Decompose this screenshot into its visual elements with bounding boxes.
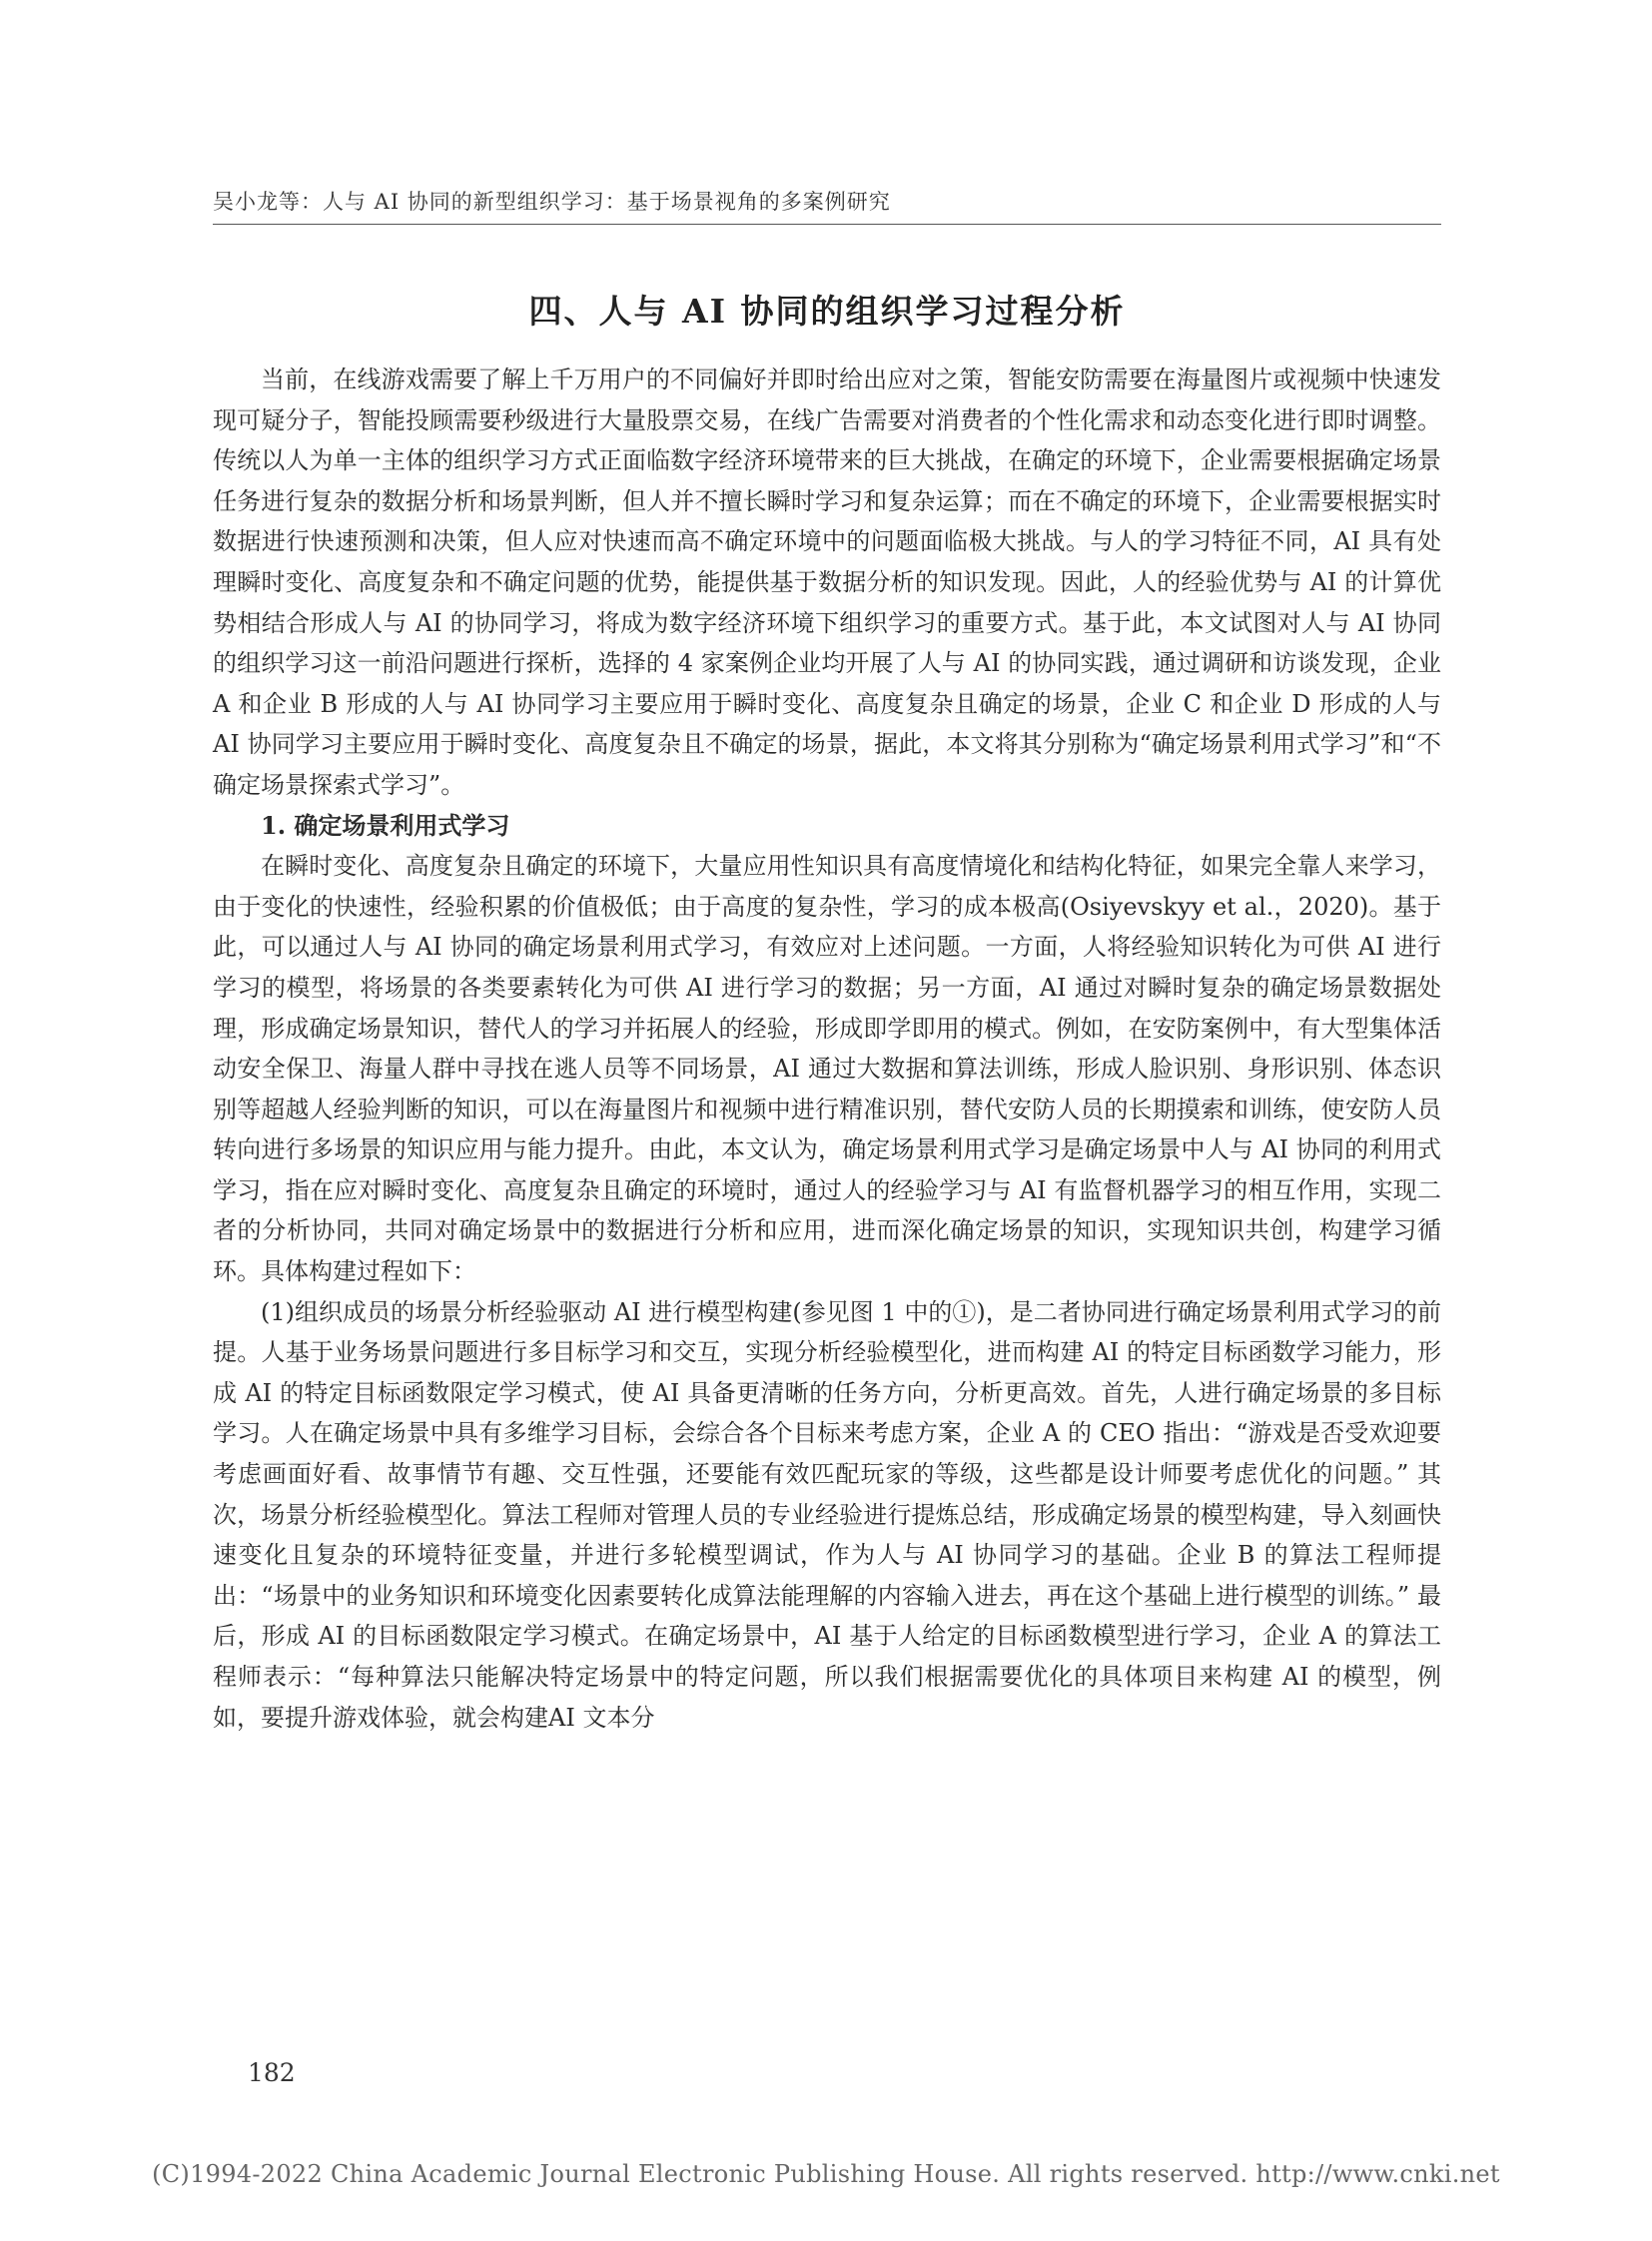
running-header: 吴小龙等：人与 AI 协同的新型组织学习：基于场景视角的多案例研究: [213, 190, 891, 214]
section-title: 四、人与 AI 协同的组织学习过程分析: [528, 292, 1126, 331]
page-number: 182: [248, 2058, 296, 2087]
copyright-footer: (C)1994-2022 China Academic Journal Electronic Publishing House. All rights reserved. http://www.cnki.net: [152, 2160, 1500, 2188]
paragraph-process-step-1: (1)组织成员的场景分析经验驱动 AI 进行模型构建(参见图 1 中的①)，是二者协同进行确定场景利用式学习的前提。人基于业务场景问题进行多目标学习和交互，实现分析经验模型化，进而构建 AI 的特定目标函数学习能力，形成 AI 的特定目标函数限定学习模式，使 AI 具备更清晰的任务方向，分析更高效。首先，人进行确定场景的多目标学习。人在确定场景中具有多维学习目标，会综合各个目标来考虑方案，企业 A 的 CEO 指出：“游戏是否受欢迎要考虑画面好看、故事情节有趣、交互性强，还要能有效匹配玩家的等级，这些都是设计师要考虑优化的问题。” 其次，场景分析经验模型化。算法工程师对管理人员的专业经验进行提炼总结，形成确定场景的模型构建，导入刻画快速变化且复杂的环境特征变量，并进行多轮模型调试，作为人与 AI 协同学习的基础。企业 B 的算法工程师提出：“场景中的业务知识和环境变化因素要转化成算法能理解的内容输入进去，再在这个基础上进行模型的训练。” 最后，形成 AI 的目标函数限定学习模式。在确定场景中，AI 基于人给定的目标函数模型进行学习，企业 A 的算法工程师表示：“每种算法只能解决特定场景中的特定问题，所以我们根据需要优化的具体项目来构建 AI 的模型，例如，要提升游戏体验，就会构建AI 文本分: [213, 1297, 1441, 1732]
header-rule: [213, 224, 1441, 225]
paragraph-intro: 当前，在线游戏需要了解上千万用户的不同偏好并即时给出应对之策，智能安防需要在海量图片或视频中快速发现可疑分子，智能投顾需要秒级进行大量股票交易，在线广告需要对消费者的个性化需求和动态变化进行即时调整。传统以人为单一主体的组织学习方式正面临数字经济环境带来的巨大挑战，在确定的环境下，企业需要根据确定场景任务进行复杂的数据分析和场景判断，但人并不擅长瞬时学习和复杂运算；而在不确定的环境下，企业需要根据实时数据进行快速预测和决策，但人应对快速而高不确定环境中的问题面临极大挑战。与人的学习特征不同，AI 具有处理瞬时变化、高度复杂和不确定问题的优势，能提供基于数据分析的知识发现。因此，人的经验优势与 AI 的计算优势相结合形成人与 AI 的协同学习，将成为数字经济环境下组织学习的重要方式。基于此，本文试图对人与 AI 协同的组织学习这一前沿问题进行探析，选择的 4 家案例企业均开展了人与 AI 的协同实践，通过调研和访谈发现，企业 A 和企业 B 形成的人与 AI 协同学习主要应用于瞬时变化、高度复杂且确定的场景，企业 C 和企业 D 形成的人与 AI 协同学习主要应用于瞬时变化、高度复杂且不确定的场景，据此，本文将其分别称为“确定场景利用式学习”和“不确定场景探索式学习”。: [213, 366, 1441, 799]
subsection-heading: 1. 确定场景利用式学习: [261, 810, 510, 840]
body-text: [213, 360, 1441, 1738]
paragraph-definition: 在瞬时变化、高度复杂且确定的环境下，大量应用性知识具有高度情境化和结构化特征，如果完全靠人来学习，由于变化的快速性，经验积累的价值极低；由于高度的复杂性，学习的成本极高(Osiyevskyy et al.，2020)。基于此，可以通过人与 AI 协同的确定场景利用式学习，有效应对上述问题。一方面，人将经验知识转化为可供 AI 进行学习的模型，将场景的各类要素转化为可供 AI 进行学习的数据；另一方面，AI 通过对瞬时复杂的确定场景数据处理，形成确定场景知识，替代人的学习并拓展人的经验，形成即学即用的模式。例如，在安防案例中，有大型集体活动安全保卫、海量人群中寻找在逃人员等不同场景，AI 通过大数据和算法训练，形成人脸识别、身形识别、体态识别等超越人经验判断的知识，可以在海量图片和视频中进行精准识别，替代安防人员的长期摸索和训练，使安防人员转向进行多场景的知识应用与能力提升。由此，本文认为，确定场景利用式学习是确定场景中人与 AI 协同的利用式学习，指在应对瞬时变化、高度复杂且确定的环境时，通过人的经验学习与 AI 有监督机器学习的相互作用，实现二者的分析协同，共同对确定场景中的数据进行分析和应用，进而深化确定场景的知识，实现知识共创，构建学习循环。具体构建过程如下：: [213, 852, 1441, 1286]
